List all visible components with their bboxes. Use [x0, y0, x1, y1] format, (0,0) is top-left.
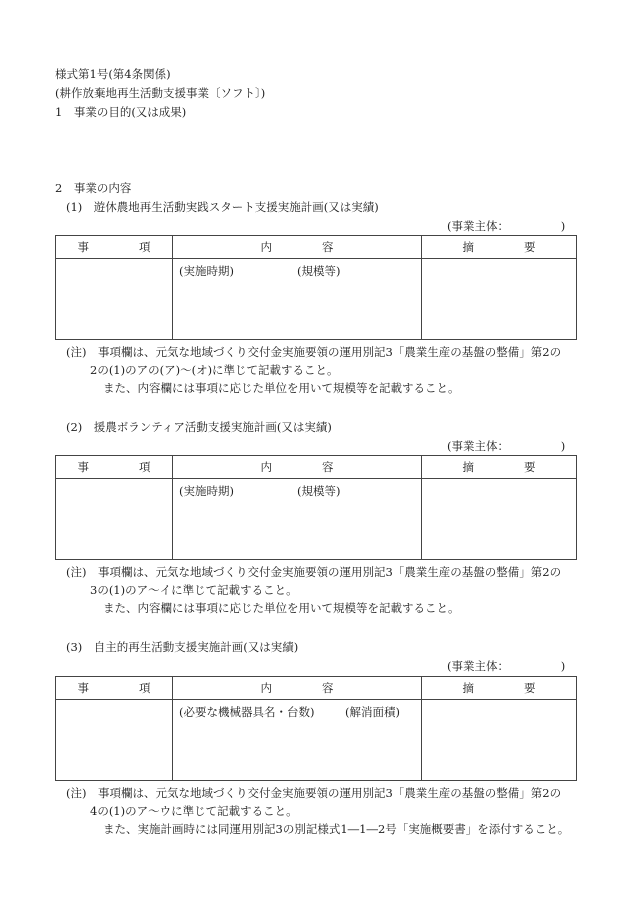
- cell-content[interactable]: [173, 259, 422, 340]
- subsection-1-title: (1) 遊休農地再生活動実践スタート支援実施計画(又は実績): [66, 200, 379, 214]
- subsection-1-entity: (事業主体： ): [447, 219, 566, 233]
- cell-item[interactable]: [56, 700, 173, 781]
- content-label: (実施時期): [179, 264, 234, 278]
- form-subtitle: (耕作放棄地再生活動支援事業〔ソフト〕): [55, 86, 266, 100]
- subsection-1-note-1: (注) 事項欄は、元気な地域づくり交付金実施要領の運用別記3「農業生産の基盤の整備」第2の: [66, 345, 562, 359]
- subsection-2-table: [55, 455, 577, 560]
- cell-content[interactable]: [173, 479, 422, 560]
- form-number: 様式第1号(第4条関係): [55, 67, 171, 81]
- subsection-1-note-2: 2の(1)のアの(ア)～(オ)に準じて記載すること。: [90, 363, 339, 377]
- header-item: 事 項: [56, 456, 173, 479]
- subsection-2-note-3: また、内容欄には事項に応じた単位を用いて規模等を記載すること。: [103, 601, 460, 615]
- content-label: (実施時期): [179, 484, 234, 498]
- content-label: (解消面積): [345, 705, 400, 719]
- subsection-3-note-2: 4の(1)のア～ウに準じて記載すること。: [90, 804, 298, 818]
- content-label: (規模等): [297, 264, 341, 278]
- subsection-3-note-1: (注) 事項欄は、元気な地域づくり交付金実施要領の運用別記3「農業生産の基盤の整備」第2の: [66, 786, 562, 800]
- subsection-1-table: [55, 235, 577, 340]
- cell-remarks[interactable]: [422, 259, 577, 340]
- section1-title: 1 事業の目的(又は成果): [55, 105, 187, 119]
- subsection-2-entity: (事業主体： ): [447, 439, 566, 453]
- subsection-2-note-2: 3の(1)のア～イに準じて記載すること。: [90, 583, 298, 597]
- header-content: 内 容: [173, 456, 422, 479]
- section2-title: 2 事業の内容: [55, 181, 132, 195]
- subsection-2-note-1: (注) 事項欄は、元気な地域づくり交付金実施要領の運用別記3「農業生産の基盤の整備」第2の: [66, 565, 562, 579]
- header-remarks: 摘 要: [422, 456, 577, 479]
- cell-item[interactable]: [56, 259, 173, 340]
- cell-remarks[interactable]: [422, 700, 577, 781]
- subsection-1-note-3: また、内容欄には事項に応じた単位を用いて規模等を記載すること。: [103, 381, 460, 395]
- header-remarks: 摘 要: [422, 677, 577, 700]
- header-content: 内 容: [173, 677, 422, 700]
- header-item: 事 項: [56, 677, 173, 700]
- subsection-3-table: [55, 676, 577, 781]
- subsection-3-note-3: また、実施計画時には同運用別記3の別記様式1―1―2号「実施概要書」を添付すること。: [103, 822, 570, 836]
- subsection-2-title: (2) 援農ボランティア活動支援実施計画(又は実績): [66, 420, 332, 434]
- content-label: (必要な機械器具名・台数): [179, 705, 315, 719]
- cell-remarks[interactable]: [422, 479, 577, 560]
- cell-item[interactable]: [56, 479, 173, 560]
- header-content: 内 容: [173, 236, 422, 259]
- content-label: (規模等): [297, 484, 341, 498]
- header-remarks: 摘 要: [422, 236, 577, 259]
- header-item: 事 項: [56, 236, 173, 259]
- subsection-3-title: (3) 自主的再生活動支援実施計画(又は実績): [66, 640, 299, 654]
- cell-content[interactable]: [173, 700, 422, 781]
- subsection-3-entity: (事業主体： ): [447, 659, 566, 673]
